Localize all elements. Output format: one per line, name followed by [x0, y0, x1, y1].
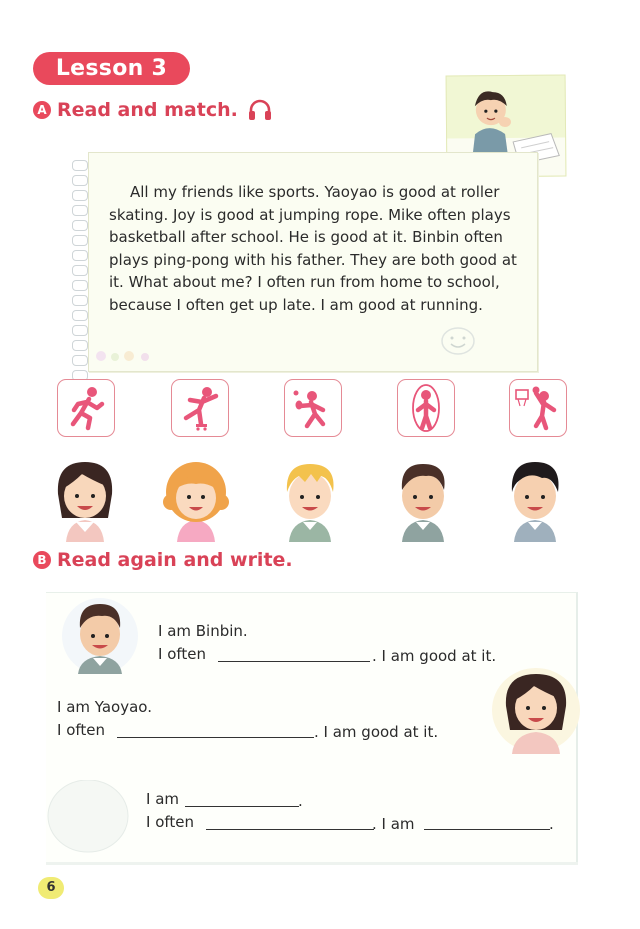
- boy-dark-hair-portrait: [390, 452, 456, 542]
- self-iam-label: I am: [146, 790, 179, 808]
- yaoyao-good-at: . I am good at it.: [314, 723, 439, 741]
- binbin-good-at: . I am good at it.: [372, 647, 497, 665]
- section-a-title: Read and match.: [57, 99, 238, 121]
- boy-blond-hair-portrait: [277, 452, 343, 542]
- headphones-icon[interactable]: [247, 98, 273, 122]
- passage-line: All my friends like sports. Yaoyao is good at roller: [130, 183, 500, 201]
- self-often-label: I often: [146, 813, 195, 831]
- self-avatar-placeholder: [46, 780, 132, 856]
- yaoyao-intro: I am Yaoyao.: [57, 698, 152, 716]
- boy-black-hair-portrait: [502, 452, 568, 542]
- passage-line: plays ping-pong with his father. They are both good at: [109, 250, 517, 269]
- section-a-heading: [33, 98, 273, 122]
- passage-line: because I often get up late. I am good at running.: [109, 295, 483, 314]
- passage-line: basketball after school. He is good at it. Binbin often: [109, 228, 503, 246]
- running-icon[interactable]: [57, 379, 115, 437]
- girl-short-hair-portrait: [52, 452, 118, 542]
- yaoyao-avatar: [490, 666, 582, 754]
- page-number: 6: [38, 877, 64, 899]
- self-end-period: .: [549, 815, 554, 833]
- section-b-letter: B: [33, 551, 51, 569]
- passage-line: it. What about me? I often run from home to school,: [109, 273, 500, 291]
- ping-pong-icon[interactable]: [284, 379, 342, 437]
- smiley-icon: [440, 326, 476, 356]
- section-b-title: Read again and write.: [57, 549, 293, 571]
- basketball-icon[interactable]: [509, 379, 567, 437]
- girl-curly-hair-portrait: [163, 452, 229, 542]
- self-good-at-blank[interactable]: [424, 829, 550, 830]
- jumping-rope-icon[interactable]: [397, 379, 455, 437]
- binbin-intro: I am Binbin.: [158, 622, 248, 640]
- self-sport-blank[interactable]: [206, 829, 374, 830]
- self-period: .: [298, 792, 303, 810]
- roller-skating-icon[interactable]: [171, 379, 229, 437]
- binbin-often-label: I often: [158, 645, 207, 663]
- self-name-blank[interactable]: [185, 806, 299, 807]
- section-b-heading: [33, 549, 293, 571]
- decorative-dots: [93, 348, 173, 364]
- passage-line: skating. Joy is good at jumping rope. Mike often plays: [109, 205, 511, 224]
- panel-shadow: [46, 862, 578, 865]
- binbin-sport-blank[interactable]: [218, 661, 370, 662]
- binbin-avatar: [60, 596, 140, 676]
- yaoyao-often-label: I often: [57, 721, 106, 739]
- yaoyao-sport-blank[interactable]: [117, 737, 314, 738]
- lesson-title: Lesson 3: [33, 52, 190, 85]
- reading-passage: [109, 181, 534, 316]
- section-a-letter: A: [33, 101, 51, 119]
- notebook-binding: [72, 160, 90, 360]
- self-iam-mid: . I am: [372, 815, 415, 833]
